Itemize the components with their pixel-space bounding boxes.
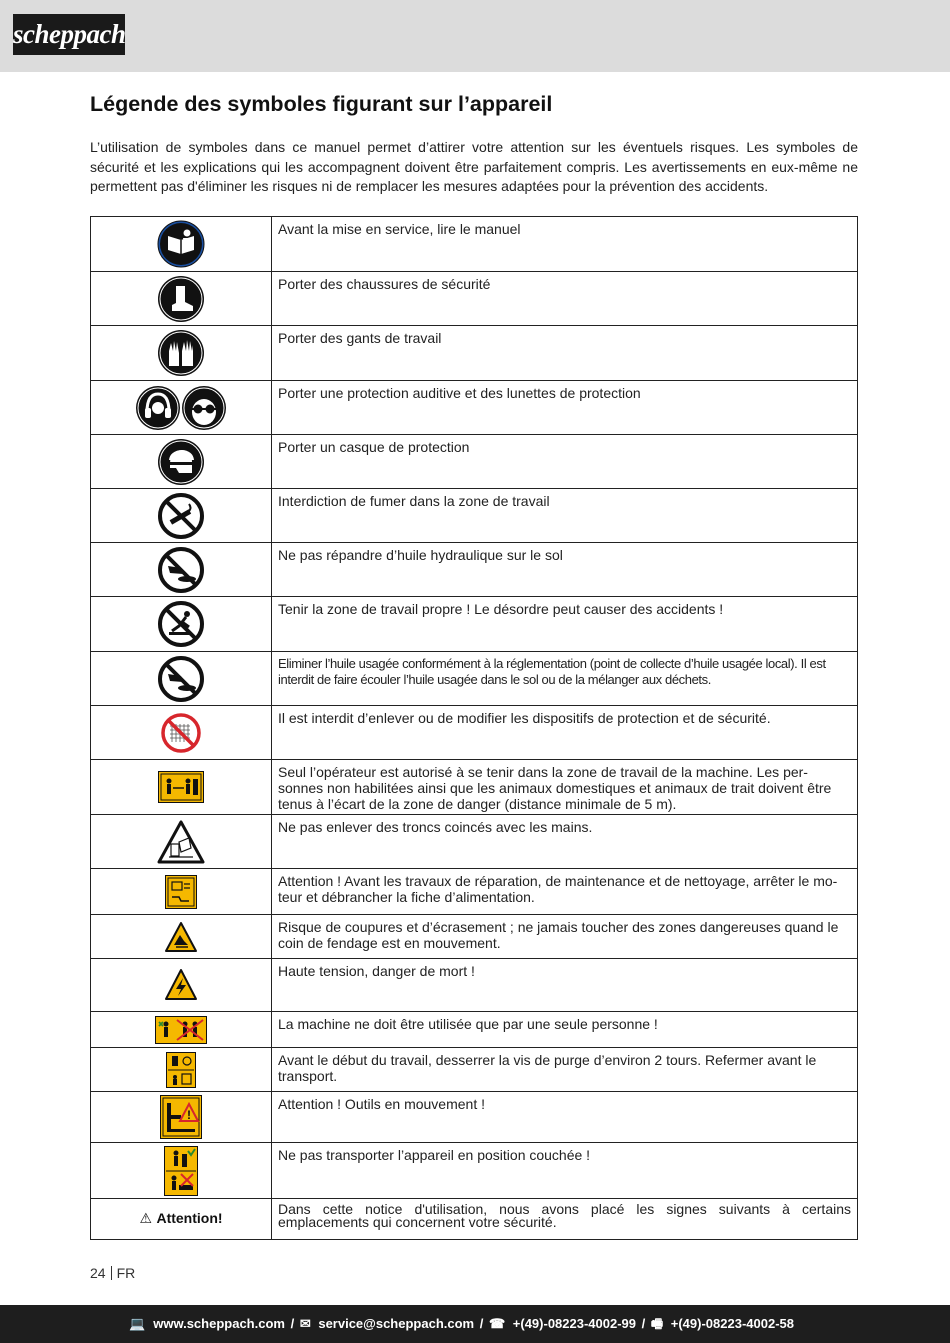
table-row [91, 217, 858, 272]
legend-text: Ne pas transporter l’appareil en position couchée ! [272, 1143, 858, 1199]
legend-text: Haute tension, danger de mort ! [272, 959, 858, 1012]
legend-text: Eliminer l’huile usagée conformément à la réglementation (point de collecte d’huile usagée local). Il est interdit de faire écouler l’huile usagée dans le sol ou de la mélanger aux déchets. [272, 652, 858, 706]
page-title: Légende des symboles figurant sur l’appareil [90, 92, 553, 116]
bleed-screw-icon [166, 1052, 196, 1088]
crush-hazard-icon [164, 921, 198, 953]
legend-text: Tenir la zone de travail propre ! Le désordre peut causer des accidents ! [272, 597, 858, 652]
no-oil-disposal-icon [157, 655, 205, 703]
legend-text: Porter des chaussures de sécurité [272, 272, 858, 326]
table-row [91, 272, 858, 326]
attention-text: Dans cette notice d'utilisation, nous avons placé les signes suivants à certains emplacements qui concernent votre sécurité. [272, 1199, 858, 1240]
attention-row [91, 1199, 858, 1240]
email-icon: ✉ [299, 1316, 311, 1331]
table-row [91, 959, 858, 1012]
unplug-before-maintenance-icon [165, 875, 197, 909]
legend-text: Risque de coupures et d’écrasement ; ne jamais toucher des zones dangereuses quand le coin de fendage est en mouvement. [272, 915, 858, 959]
footer-phone: +(49)-08223-4002-99 [512, 1316, 637, 1331]
work-gloves-icon [157, 329, 205, 377]
warning-icon: ⚠ [139, 1210, 152, 1226]
table-row [91, 1092, 858, 1143]
legend-text: Interdiction de fumer dans la zone de travail [272, 489, 858, 543]
legend-text: La machine ne doit être utilisée que par une seule personne ! [272, 1012, 858, 1048]
no-guard-removal-icon [160, 712, 202, 754]
table-row [91, 706, 858, 760]
no-oil-spill-icon [157, 546, 205, 594]
ear-and-eye-protection-icon [135, 384, 227, 432]
single-operator-icon [155, 1016, 207, 1044]
header-bar [0, 0, 950, 72]
table-row [91, 1048, 858, 1092]
page-language: FR [116, 1265, 136, 1281]
table-row [91, 760, 858, 815]
table-row [91, 1012, 858, 1048]
legend-text: Il est interdit d’enlever ou de modifier les dispositifs de protection et de sécurité. [272, 706, 858, 760]
high-voltage-icon [164, 968, 198, 1002]
legend-text: Attention ! Avant les travaux de réparation, de maintenance et de nettoyage, arrêter le mo-teur et débrancher la fiche d’alimentation. [272, 869, 858, 915]
legend-text: Avant le début du travail, desserrer la vis de purge d’environ 2 tours. Refermer avant le transport. [272, 1048, 858, 1092]
table-row [91, 597, 858, 652]
legend-text: Porter une protection auditive et des lunettes de protection [272, 381, 858, 435]
table-row [91, 381, 858, 435]
table-row [91, 869, 858, 915]
footer-email[interactable]: service@scheppach.com [318, 1316, 475, 1331]
no-smoking-icon [157, 492, 205, 540]
phone-icon: ☎ [488, 1316, 506, 1331]
jammed-log-warning-icon [157, 820, 205, 864]
scheppach-logo: scheppach [13, 14, 125, 55]
moving-tools-icon [160, 1095, 202, 1139]
footer-website[interactable]: www.scheppach.com [153, 1316, 285, 1331]
footer-bar: 💻 www.scheppach.com / ✉ service@scheppach.com / ☎ +(49)-08223-4002-99 / 🖷 +(49)-08223-4002-58 [0, 1305, 950, 1343]
legend-text: Seul l’opérateur est autorisé à se tenir dans la zone de travail de la machine. Les per-sonnes non habilitées ainsi que les animaux domestiques et animaux de trait doivent être tenus à l’écart de la zone de danger (distance minimale de 5 m). [272, 760, 858, 815]
intro-paragraph: L’utilisation de symboles dans ce manuel permet d’attirer votre attention sur les éventuels risques. Les symboles de sécurité et les explications qui les accompagnent doivent être parfaitement compris. Les avertissements en eux-même ne permettent pas d'éliminer les risques ni de remplacer les mesures adaptées pour la prévention des accidents. [90, 139, 858, 194]
legend-text: Ne pas enlever des troncs coincés avec les mains. [272, 815, 858, 869]
legend-text: Ne pas répandre d’huile hydraulique sur le sol [272, 543, 858, 597]
page-number-value: 24 [90, 1265, 106, 1281]
fax-icon: 🖷 [650, 1316, 664, 1331]
symbol-legend-table [90, 216, 858, 1240]
page-number [90, 1265, 135, 1281]
legend-text: Avant la mise en service, lire le manuel [272, 217, 858, 272]
table-row [91, 435, 858, 489]
table-row [91, 489, 858, 543]
safety-boots-icon [157, 275, 205, 323]
hard-hat-icon [157, 438, 205, 486]
no-clutter-icon [157, 600, 205, 648]
table-row [91, 326, 858, 381]
table-row [91, 815, 858, 869]
no-horizontal-transport-icon [164, 1146, 198, 1196]
attention-label: Attention! [156, 1210, 223, 1226]
page-separator [111, 1266, 112, 1280]
table-row [91, 543, 858, 597]
footer-fax: +(49)-08223-4002-58 [670, 1316, 794, 1331]
svg-text:!: ! [187, 1108, 191, 1122]
legend-text: Attention ! Outils en mouvement ! [272, 1092, 858, 1143]
computer-icon: 💻 [129, 1316, 146, 1331]
legend-text: Porter des gants de travail [272, 326, 858, 381]
table-row [91, 915, 858, 959]
table-row [91, 652, 858, 706]
read-manual-icon [157, 220, 205, 268]
operator-zone-icon [158, 771, 204, 803]
table-row [91, 1143, 858, 1199]
legend-text: Porter un casque de protection [272, 435, 858, 489]
